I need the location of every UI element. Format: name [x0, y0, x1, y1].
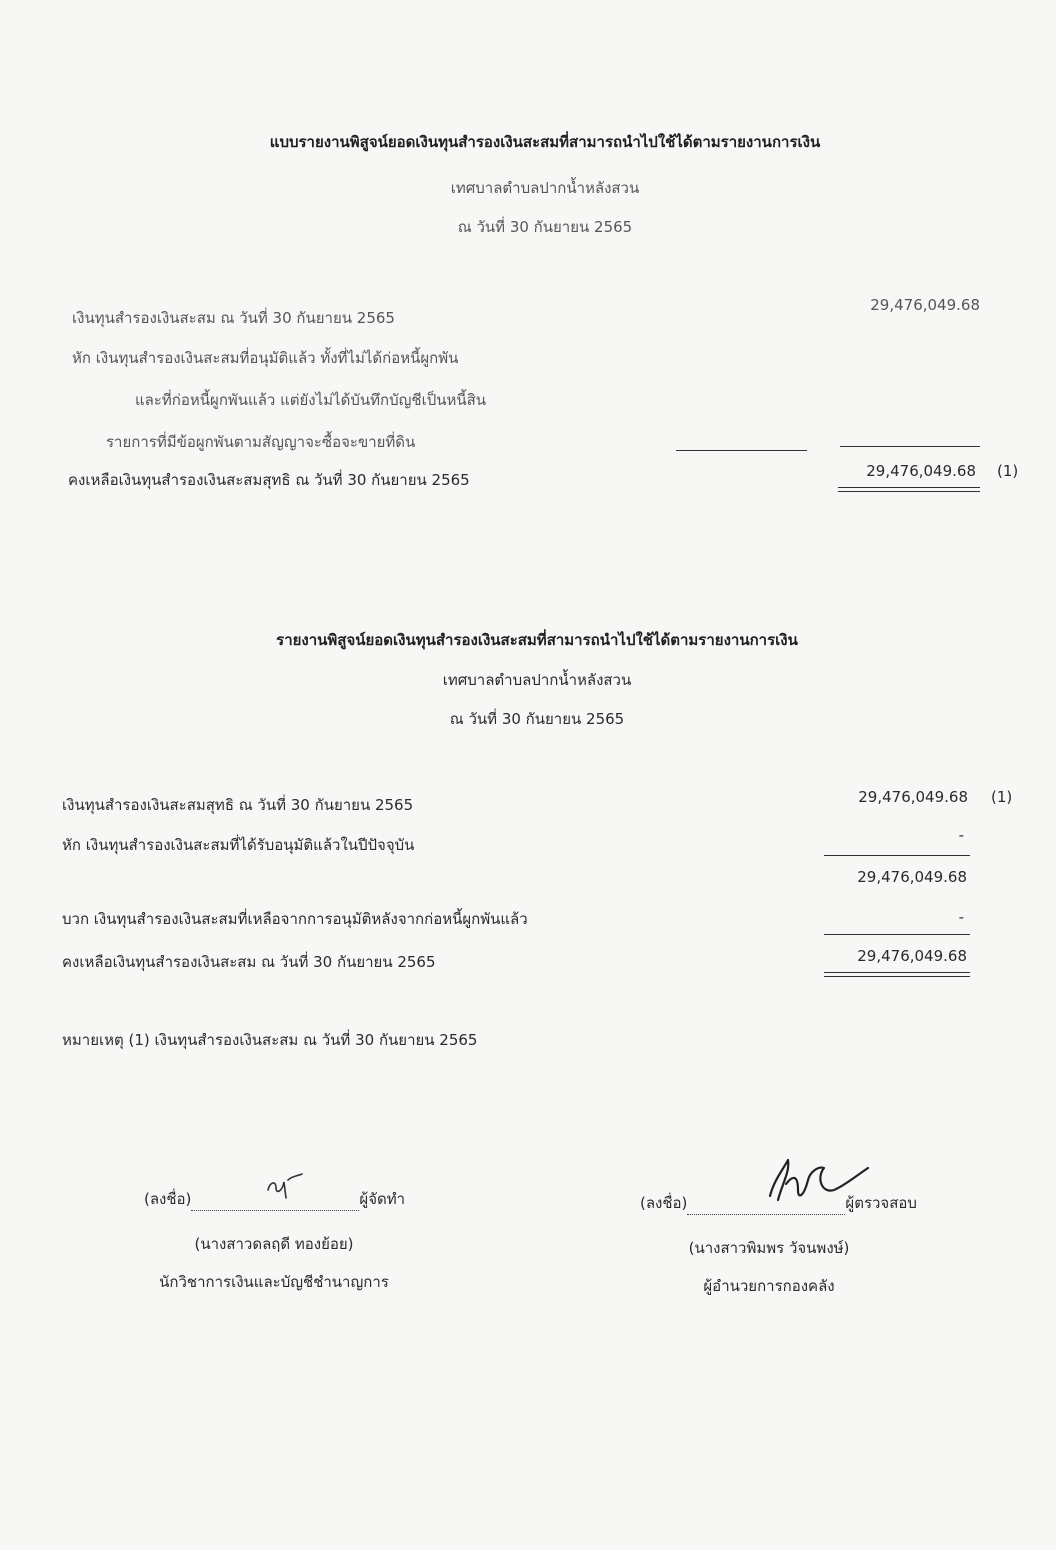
report1-row5-note: (1)	[997, 462, 1019, 480]
report2-row1-value: 29,476,049.68	[858, 788, 968, 806]
right-sign-prefix: (ลงชื่อ)	[640, 1194, 688, 1212]
report1-col2-rule	[840, 446, 980, 447]
report2-org: เทศบาลตำบลปากน้ำหลังสวน	[442, 671, 632, 689]
report1-row1-value: 29,476,049.68	[870, 296, 980, 314]
left-signature-dotted-line	[191, 1210, 359, 1211]
report2-row4-value: 29,476,049.68	[857, 947, 967, 965]
left-role-suffix: ผู้จัดทำ	[359, 1190, 406, 1208]
remark-note: หมายเหตุ (1) เงินทุนสำรองเงินสะสม ณ วันที่ 30 กันยายน 2565	[62, 1031, 478, 1049]
report1-org: เทศบาลตำบลปากน้ำหลังสวน	[450, 179, 640, 197]
report1-date: ณ วันที่ 30 กันยายน 2565	[457, 218, 633, 236]
report2-title: รายงานพิสูจน์ยอดเงินทุนสำรองเงินสะสมที่สามารถนำไปใช้ได้ตามรายงานการเงิน	[276, 631, 798, 649]
report2-total-rule	[824, 934, 970, 935]
report2-row2-value: -	[958, 826, 964, 844]
report1-row3-label: และที่ก่อหนี้ผูกพันแล้ว แต่ยังไม่ได้บันทึกบัญชีเป็นหนี้สิน	[135, 391, 487, 409]
report2-row1-note: (1)	[991, 788, 1013, 806]
left-handwritten-signature	[262, 1168, 312, 1202]
report1-col1-rule	[676, 450, 807, 451]
report2-subtotal-rule	[824, 855, 970, 856]
report2-row4-label: คงเหลือเงินทุนสำรองเงินสะสม ณ วันที่ 30 กันยายน 2565	[62, 953, 436, 971]
right-signer-name: (นางสาวพิมพร วัจนพงษ์)	[688, 1239, 850, 1257]
report2-row3-label: บวก เงินทุนสำรองเงินสะสมที่เหลือจากการอนุมัติหลังจากก่อหนี้ผูกพันแล้ว	[62, 910, 528, 928]
report1-row1-label: เงินทุนสำรองเงินสะสม ณ วันที่ 30 กันยายน 2565	[72, 309, 395, 327]
right-signature-dotted-line	[687, 1214, 845, 1215]
report2-subtotal-value: 29,476,049.68	[857, 868, 967, 886]
report1-row5-value: 29,476,049.68	[866, 462, 976, 480]
report2-total-double-rule	[824, 972, 970, 977]
left-signer-position: นักวิชาการเงินและบัญชีชำนาญการ	[159, 1273, 389, 1291]
left-sign-prefix: (ลงชื่อ)	[144, 1190, 192, 1208]
right-handwritten-signature	[764, 1150, 874, 1210]
right-signer-position: ผู้อำนวยการกองคลัง	[703, 1277, 835, 1295]
report1-row2-label: หัก เงินทุนสำรองเงินสะสมที่อนุมัติแล้ว ทั้งที่ไม่ได้ก่อหนี้ผูกพัน	[72, 349, 459, 367]
right-role-suffix: ผู้ตรวจสอบ	[845, 1194, 917, 1212]
report2-row2-label: หัก เงินทุนสำรองเงินสะสมที่ได้รับอนุมัติแล้วในปีปัจจุบัน	[62, 836, 415, 854]
report1-row5-label: คงเหลือเงินทุนสำรองเงินสะสมสุทธิ ณ วันที่ 30 กันยายน 2565	[68, 471, 470, 489]
report2-date: ณ วันที่ 30 กันยายน 2565	[449, 710, 625, 728]
report1-row4-label: รายการที่มีข้อผูกพันตามสัญญาจะซื้อจะขายที่ดิน	[106, 433, 416, 451]
report2-row3-value: -	[958, 908, 964, 926]
report1-total-double-rule	[838, 487, 980, 492]
report1-title: แบบรายงานพิสูจน์ยอดเงินทุนสำรองเงินสะสมที่สามารถนำไปใช้ได้ตามรายงานการเงิน	[269, 133, 821, 151]
left-signer-name: (นางสาวดลฤดี ทองย้อย)	[194, 1235, 354, 1253]
report2-row1-label: เงินทุนสำรองเงินสะสมสุทธิ ณ วันที่ 30 กันยายน 2565	[62, 796, 414, 814]
